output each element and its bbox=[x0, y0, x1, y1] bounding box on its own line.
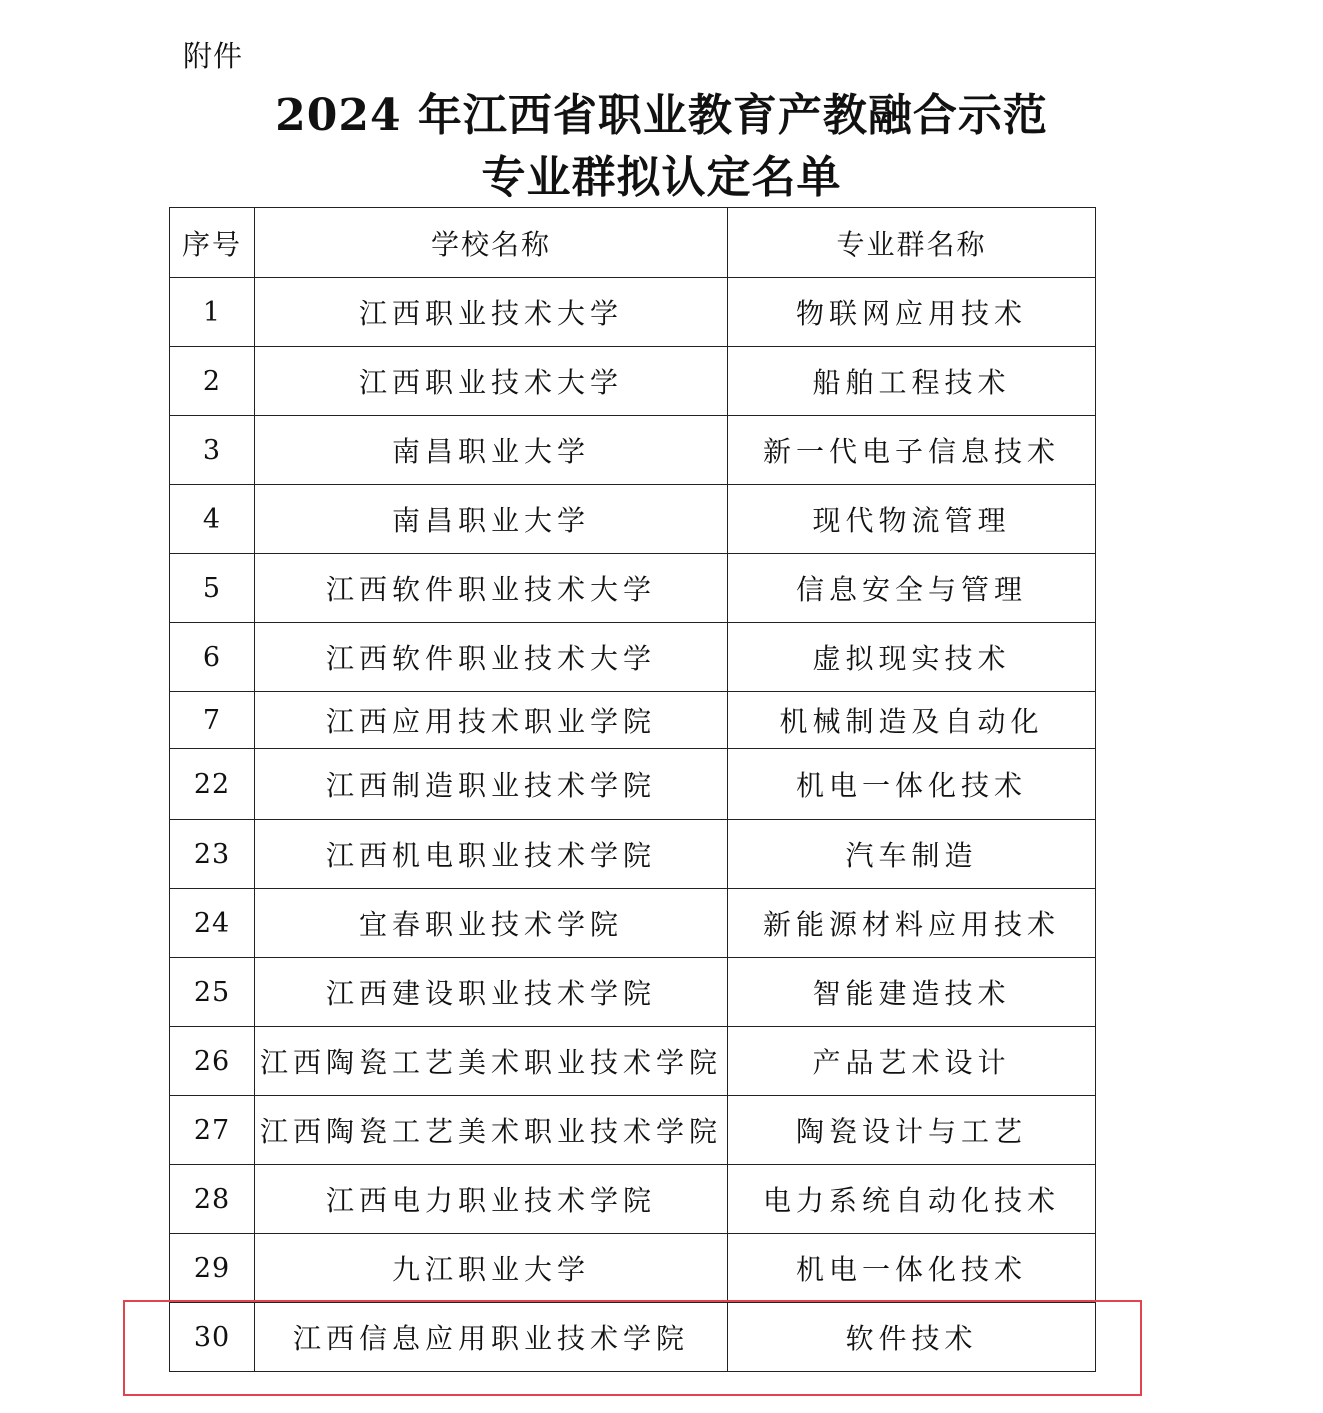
highlight-rectangle bbox=[123, 1300, 1142, 1396]
row-school-name: 江西制造职业技术学院 bbox=[255, 749, 728, 820]
row-serial-number: 26 bbox=[170, 1027, 255, 1096]
table-header-row bbox=[170, 208, 1096, 278]
row-program-group: 机电一体化技术 bbox=[728, 749, 1096, 820]
row-school-name: 江西职业技术大学 bbox=[255, 278, 728, 347]
row-serial-number: 25 bbox=[170, 958, 255, 1027]
row-serial-number: 4 bbox=[170, 485, 255, 554]
row-school-name: 江西陶瓷工艺美术职业技术学院 bbox=[255, 1096, 728, 1165]
row-serial-number: 22 bbox=[170, 749, 255, 820]
row-program-group: 机电一体化技术 bbox=[728, 1234, 1096, 1303]
row-school-name: 江西电力职业技术学院 bbox=[255, 1165, 728, 1234]
table-row bbox=[170, 692, 1096, 749]
row-program-group: 电力系统自动化技术 bbox=[728, 1165, 1096, 1234]
table-row bbox=[170, 889, 1096, 958]
row-school-name: 南昌职业大学 bbox=[255, 416, 728, 485]
row-program-group: 船舶工程技术 bbox=[728, 347, 1096, 416]
row-school-name: 江西软件职业技术大学 bbox=[255, 554, 728, 623]
row-serial-number: 24 bbox=[170, 889, 255, 958]
recognition-list-table bbox=[169, 207, 1096, 1372]
table-row bbox=[170, 485, 1096, 554]
row-serial-number: 5 bbox=[170, 554, 255, 623]
row-serial-number: 2 bbox=[170, 347, 255, 416]
row-school-name: 江西职业技术大学 bbox=[255, 347, 728, 416]
attachment-label: 附件 bbox=[183, 39, 244, 73]
row-program-group: 汽车制造 bbox=[728, 820, 1096, 889]
document-subtitle: 专业群拟认定名单 bbox=[481, 152, 842, 203]
row-program-group: 机械制造及自动化 bbox=[728, 692, 1096, 749]
row-school-name: 南昌职业大学 bbox=[255, 485, 728, 554]
header-school-name: 学校名称 bbox=[255, 208, 728, 278]
table-row bbox=[170, 1027, 1096, 1096]
table-row bbox=[170, 1234, 1096, 1303]
table-row bbox=[170, 1165, 1096, 1234]
table-row bbox=[170, 416, 1096, 485]
row-school-name: 九江职业大学 bbox=[255, 1234, 728, 1303]
row-school-name: 宜春职业技术学院 bbox=[255, 889, 728, 958]
row-school-name: 江西建设职业技术学院 bbox=[255, 958, 728, 1027]
row-school-name: 江西信息应用职业技术学院 bbox=[255, 1303, 728, 1372]
row-school-name: 江西陶瓷工艺美术职业技术学院 bbox=[255, 1027, 728, 1096]
row-program-group: 产品艺术设计 bbox=[728, 1027, 1096, 1096]
row-serial-number: 29 bbox=[170, 1234, 255, 1303]
row-program-group: 新能源材料应用技术 bbox=[728, 889, 1096, 958]
document-title: 2024 年江西省职业教育产教融合示范 bbox=[275, 90, 1048, 141]
table-row bbox=[170, 554, 1096, 623]
row-serial-number: 23 bbox=[170, 820, 255, 889]
row-school-name: 江西机电职业技术学院 bbox=[255, 820, 728, 889]
row-serial-number: 3 bbox=[170, 416, 255, 485]
row-serial-number: 30 bbox=[170, 1303, 255, 1372]
header-program-group-name: 专业群名称 bbox=[728, 208, 1096, 278]
table-row bbox=[170, 623, 1096, 692]
row-program-group: 物联网应用技术 bbox=[728, 278, 1096, 347]
header-serial-number: 序号 bbox=[170, 208, 255, 278]
table-row bbox=[170, 749, 1096, 820]
table-row bbox=[170, 820, 1096, 889]
row-program-group: 智能建造技术 bbox=[728, 958, 1096, 1027]
row-program-group: 新一代电子信息技术 bbox=[728, 416, 1096, 485]
row-school-name: 江西软件职业技术大学 bbox=[255, 623, 728, 692]
row-school-name: 江西应用技术职业学院 bbox=[255, 692, 728, 749]
row-program-group: 现代物流管理 bbox=[728, 485, 1096, 554]
table-row bbox=[170, 958, 1096, 1027]
table-row bbox=[170, 347, 1096, 416]
table-row bbox=[170, 278, 1096, 347]
row-serial-number: 7 bbox=[170, 692, 255, 749]
row-serial-number: 6 bbox=[170, 623, 255, 692]
row-program-group: 虚拟现实技术 bbox=[728, 623, 1096, 692]
row-program-group: 软件技术 bbox=[728, 1303, 1096, 1372]
row-program-group: 陶瓷设计与工艺 bbox=[728, 1096, 1096, 1165]
row-serial-number: 28 bbox=[170, 1165, 255, 1234]
table-row bbox=[170, 1096, 1096, 1165]
row-serial-number: 1 bbox=[170, 278, 255, 347]
row-program-group: 信息安全与管理 bbox=[728, 554, 1096, 623]
row-serial-number: 27 bbox=[170, 1096, 255, 1165]
